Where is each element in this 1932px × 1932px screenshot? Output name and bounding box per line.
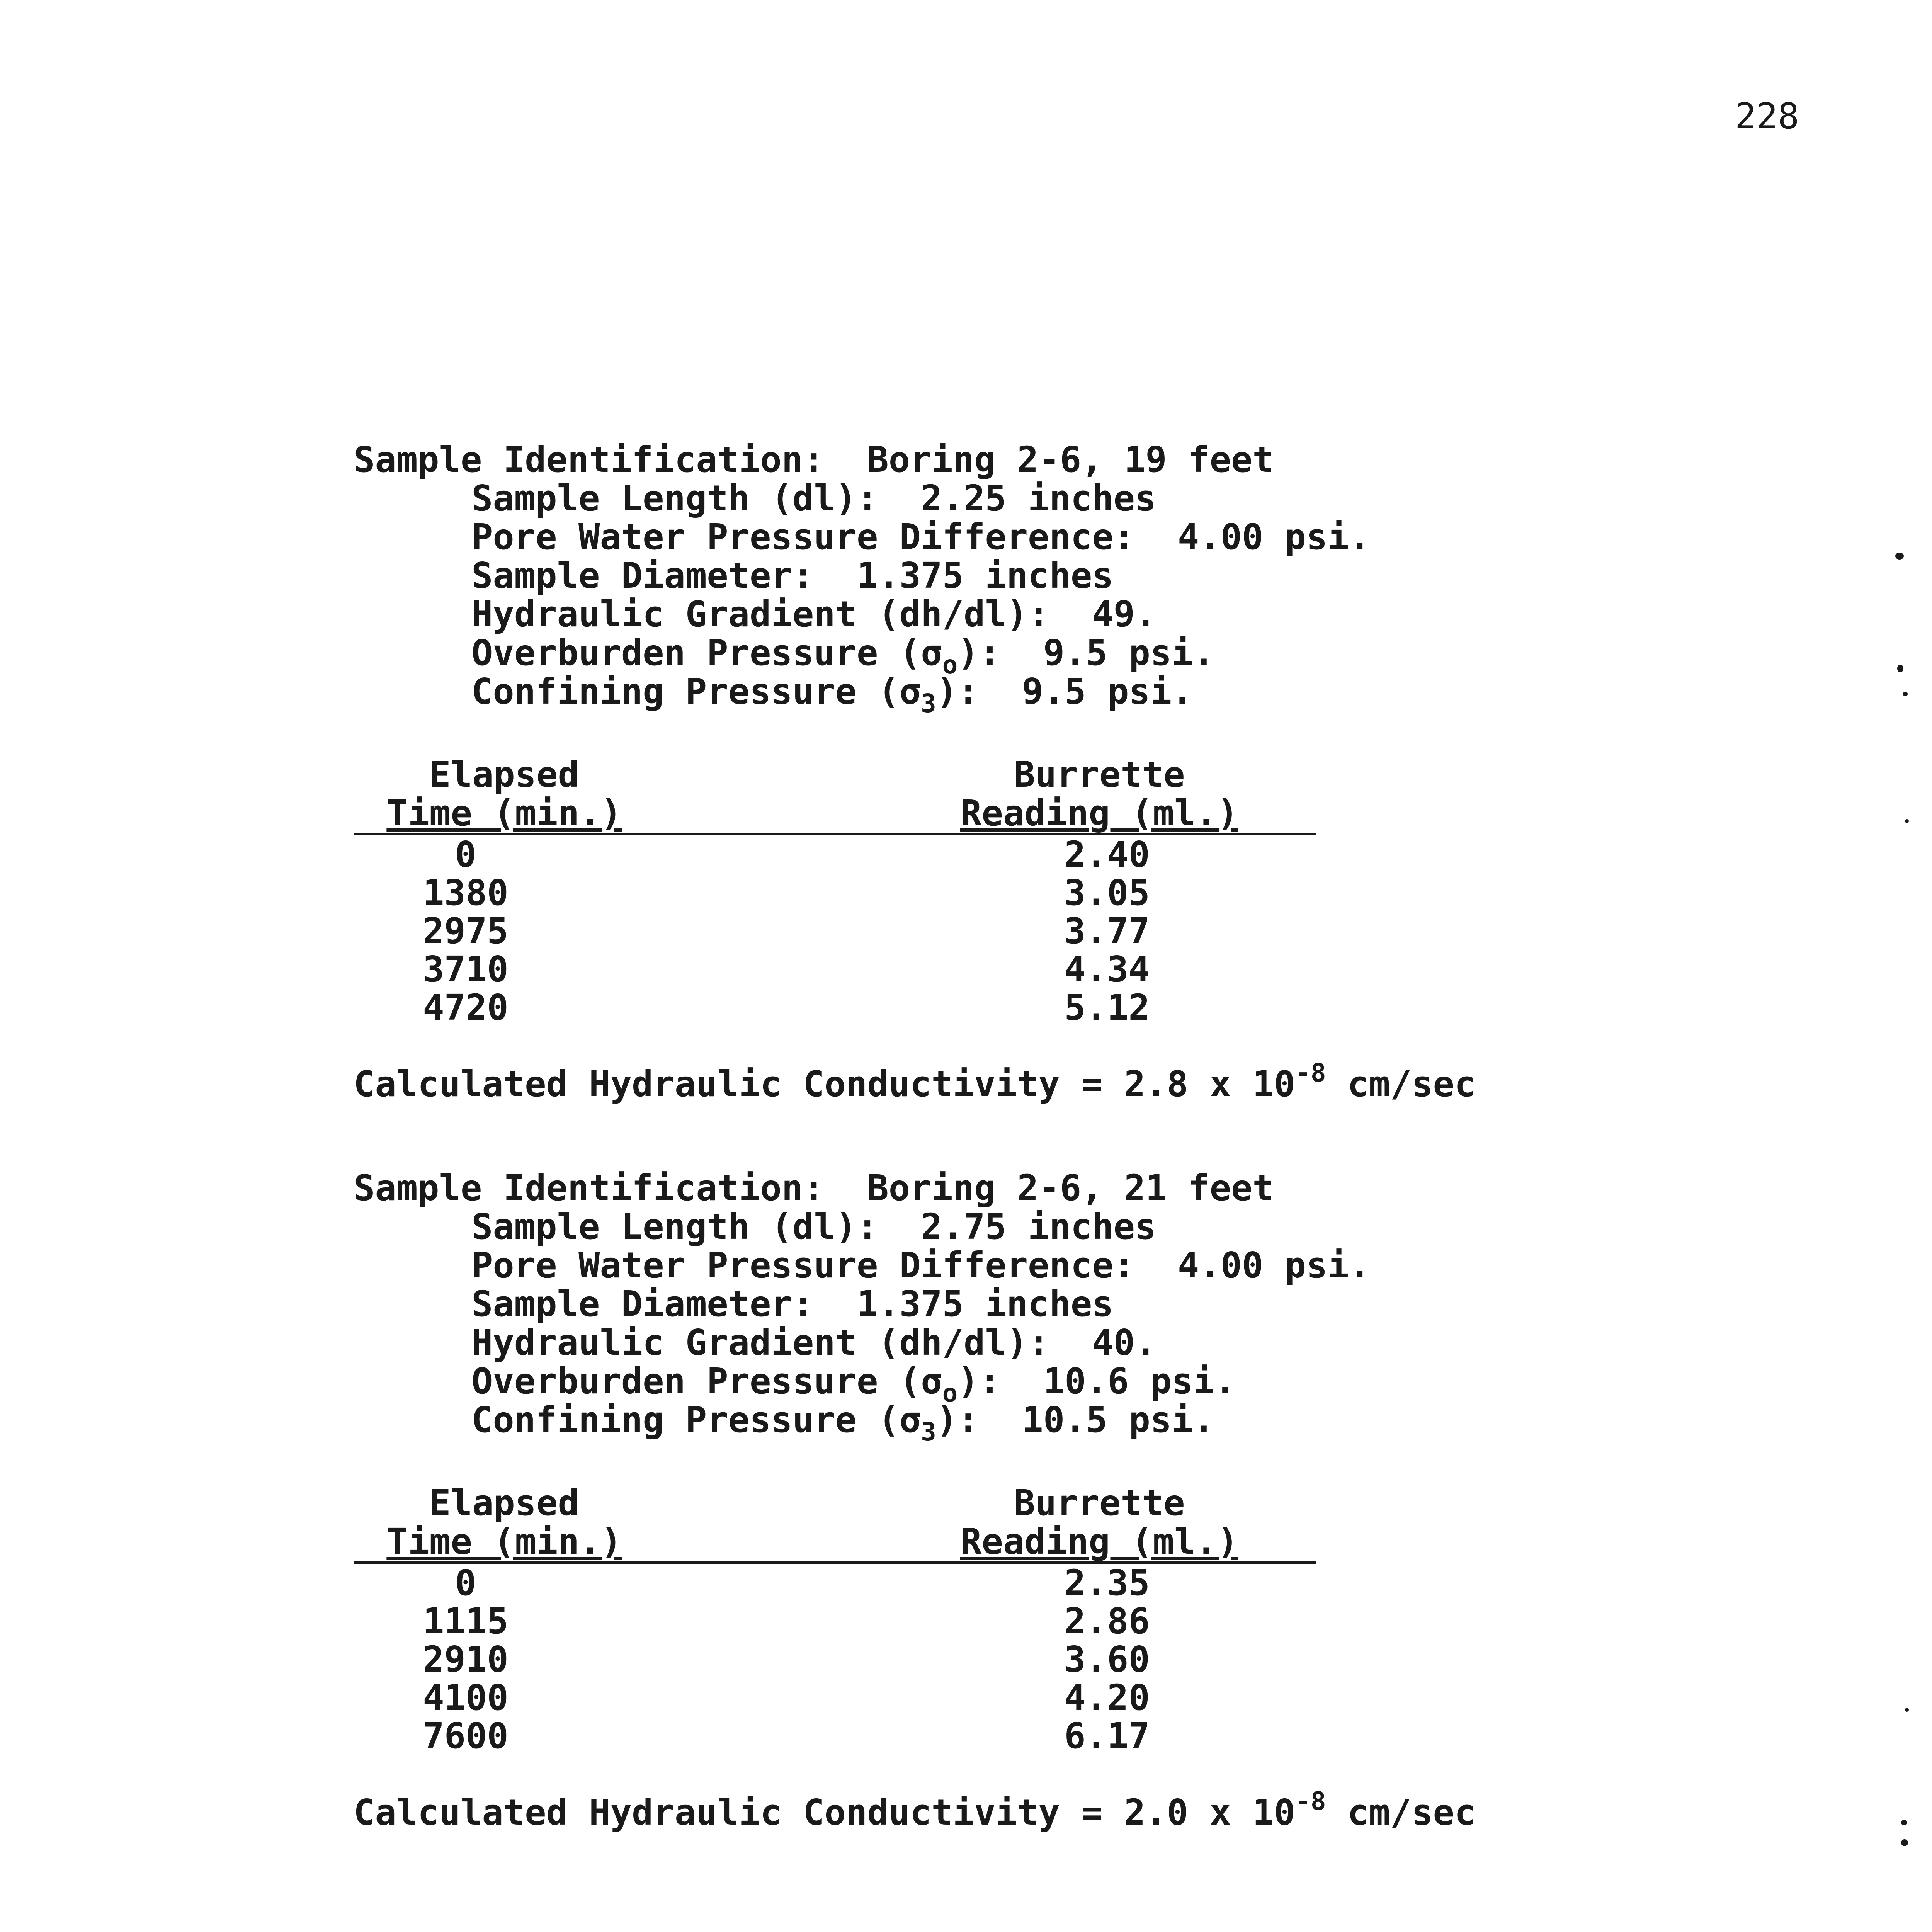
column-header-reading-line1: Burrette	[1014, 754, 1185, 795]
column-header-reading-line1: Burrette	[1014, 1482, 1185, 1524]
column-header-time-line1: Elapsed	[429, 1482, 579, 1524]
overburden-pressure: Overburden Pressure $(\sigma_o)$: 9.5 psi.	[471, 632, 1214, 680]
sigma-symbol: σ	[921, 632, 942, 673]
pore-pressure-value: 4.00 psi.	[1177, 516, 1371, 558]
column-header-reading	[949, 755, 1250, 833]
sigma-symbol: σ	[921, 1361, 942, 1402]
sample-block-2	[354, 1169, 1629, 1832]
pore-pressure-label: Pore Water Pressure Difference:	[471, 1245, 1135, 1286]
scan-speck	[1897, 665, 1903, 672]
burrette-reading-cell: 6.17	[1064, 1715, 1150, 1757]
elapsed-time-cell: 2910	[423, 1639, 509, 1680]
sigma-subscript: o	[942, 1378, 958, 1408]
elapsed-time-cell: 4720	[423, 987, 509, 1028]
scan-speck	[1905, 1708, 1909, 1712]
elapsed-time-cell: 1115	[423, 1600, 509, 1642]
hydraulic-conductivity	[354, 1782, 1629, 1832]
table-row	[354, 1679, 1316, 1717]
elapsed-time-cell: 2975	[423, 910, 509, 952]
column-header-time-line2: Time (min.)	[386, 1521, 622, 1562]
conductivity-exponent: -8	[1295, 1786, 1326, 1816]
table-body	[354, 835, 1316, 1027]
confining-pressure-label: Confining Pressure	[471, 671, 857, 712]
confining-pressure-label: Confining Pressure	[471, 1399, 857, 1440]
hydraulic-gradient	[471, 595, 1629, 634]
sample-identification	[354, 440, 1629, 479]
table-row	[354, 1564, 1316, 1602]
column-header-time-line1: Elapsed	[429, 754, 579, 795]
column-header-time-line2: Time (min.)	[386, 793, 622, 834]
confining-pressure: Confining Pressure $(\sigma_3)$: 10.5 psi.	[471, 1399, 1214, 1447]
elapsed-time-cell: 1380	[423, 872, 509, 913]
sample-length-label: Sample Length (dl):	[471, 478, 878, 519]
identification-label: Sample Identification:	[354, 439, 825, 480]
sample-properties	[471, 478, 1629, 718]
hydraulic-gradient-label: Hydraulic Gradient (dh/dl):	[471, 594, 1049, 635]
scan-speck	[1895, 553, 1904, 560]
table-row	[354, 1602, 1316, 1640]
sample-diameter	[471, 1285, 1629, 1323]
hydraulic-conductivity	[354, 1054, 1629, 1104]
pore-pressure-value: 4.00 psi.	[1177, 1245, 1371, 1286]
burrette-reading-cell: 4.34	[1064, 949, 1150, 990]
column-header-time	[369, 755, 639, 833]
pore-pressure	[471, 518, 1629, 556]
identification-value: Boring 2-6, 19 feet	[867, 439, 1274, 480]
sigma-subscript: o	[942, 650, 958, 680]
readings-table	[354, 755, 1316, 1027]
sample-identification	[354, 1169, 1629, 1208]
burrette-reading-cell: 3.77	[1064, 910, 1150, 952]
elapsed-time-cell: 0	[455, 834, 476, 875]
scan-speck	[1905, 819, 1909, 823]
burrette-reading-cell: 2.40	[1064, 834, 1150, 875]
conductivity-exponent: -8	[1295, 1058, 1326, 1088]
confining-pressure-value: 9.5 psi.	[1022, 671, 1193, 712]
sigma-symbol: σ	[899, 1399, 921, 1440]
overburden-pressure-label: Overburden Pressure	[471, 632, 878, 673]
elapsed-time-cell: 4100	[423, 1677, 509, 1718]
overburden-pressure-value: 9.5 psi.	[1043, 632, 1214, 673]
conductivity-unit: cm/sec	[1347, 1063, 1476, 1105]
elapsed-time-cell: 7600	[423, 1715, 509, 1757]
overburden-pressure: Overburden Pressure $(\sigma_o)$: 10.6 psi.	[471, 1361, 1236, 1408]
sample-length	[471, 1208, 1629, 1246]
sigma-symbol: σ	[899, 671, 921, 712]
sample-diameter-label: Sample Diameter:	[471, 1283, 814, 1325]
confining-pressure: Confining Pressure $(\sigma_3)$: 9.5 psi.	[471, 671, 1193, 718]
elapsed-time-cell: 3710	[423, 949, 509, 990]
burrette-reading-cell: 4.20	[1064, 1677, 1150, 1718]
sample-diameter-value: 1.375 inches	[857, 1283, 1114, 1325]
sample-length-value: 2.75 inches	[921, 1206, 1156, 1247]
sample-diameter-label: Sample Diameter:	[471, 555, 814, 596]
burrette-reading-cell: 3.60	[1064, 1639, 1150, 1680]
sigma-subscript: 3	[921, 1417, 936, 1447]
confining-pressure-value: 10.5 psi.	[1022, 1399, 1214, 1440]
sample-block-1	[354, 440, 1629, 1104]
burrette-reading-cell: 5.12	[1064, 987, 1150, 1028]
overburden-pressure-value: 10.6 psi.	[1043, 1361, 1236, 1402]
table-row	[354, 988, 1316, 1027]
readings-table	[354, 1484, 1316, 1755]
scan-speck	[1901, 1839, 1908, 1846]
hydraulic-gradient	[471, 1323, 1629, 1362]
burrette-reading-cell: 3.05	[1064, 872, 1150, 913]
table-row	[354, 912, 1316, 950]
table-row	[354, 874, 1316, 912]
conductivity-prefix: Calculated Hydraulic Conductivity = 2.0 x 10	[354, 1792, 1296, 1833]
sample-length-label: Sample Length (dl):	[471, 1206, 878, 1247]
column-header-reading-line2: Reading (ml.)	[960, 1521, 1239, 1562]
table-header	[354, 1484, 1316, 1564]
table-row	[354, 1640, 1316, 1679]
pore-pressure	[471, 1246, 1629, 1285]
page-number: 228	[1735, 95, 1799, 137]
table-row	[354, 950, 1316, 988]
sigma-subscript: 3	[921, 689, 936, 718]
identification-value: Boring 2-6, 21 feet	[867, 1167, 1274, 1209]
sample-length-value: 2.25 inches	[921, 478, 1156, 519]
conductivity-prefix: Calculated Hydraulic Conductivity = 2.8 x 10	[354, 1063, 1296, 1105]
overburden-pressure-label: Overburden Pressure	[471, 1361, 878, 1402]
hydraulic-gradient-value: 40.	[1092, 1322, 1156, 1363]
table-body	[354, 1564, 1316, 1755]
sample-properties	[471, 1206, 1629, 1447]
table-row	[354, 1717, 1316, 1755]
sample-diameter-value: 1.375 inches	[857, 555, 1114, 596]
table-row	[354, 835, 1316, 874]
scan-speck	[1901, 1820, 1907, 1825]
hydraulic-gradient-value: 49.	[1092, 594, 1156, 635]
identification-label: Sample Identification:	[354, 1167, 825, 1209]
elapsed-time-cell: 0	[455, 1562, 476, 1604]
pore-pressure-label: Pore Water Pressure Difference:	[471, 516, 1135, 558]
sample-diameter	[471, 556, 1629, 595]
conductivity-unit: cm/sec	[1347, 1792, 1476, 1833]
table-header	[354, 755, 1316, 835]
column-header-reading-line2: Reading (ml.)	[960, 793, 1239, 834]
sample-length	[471, 479, 1629, 518]
burrette-reading-cell: 2.35	[1064, 1562, 1150, 1604]
burrette-reading-cell: 2.86	[1064, 1600, 1150, 1642]
scan-speck	[1903, 692, 1908, 696]
hydraulic-gradient-label: Hydraulic Gradient (dh/dl):	[471, 1322, 1049, 1363]
column-header-reading	[949, 1484, 1250, 1561]
column-header-time	[369, 1484, 639, 1561]
